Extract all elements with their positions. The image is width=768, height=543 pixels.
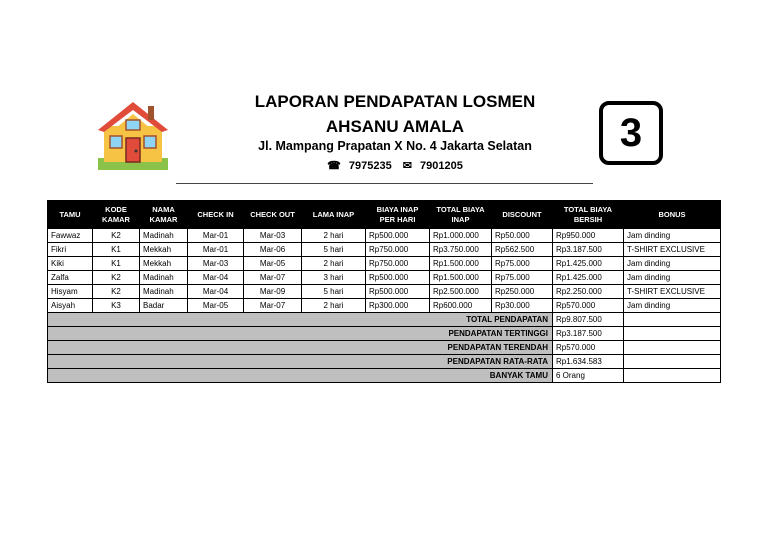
table-cell: Badar [140, 299, 188, 313]
summary-row [48, 313, 721, 327]
table-cell: Hisyam [48, 285, 93, 299]
table-cell: K2 [93, 229, 140, 243]
summary-row [48, 369, 721, 383]
table-cell: K3 [93, 299, 140, 313]
summary-label: PENDAPATAN TERTINGGI [48, 327, 553, 341]
envelope-icon: ✉ [402, 160, 412, 172]
table-cell: K1 [93, 243, 140, 257]
table-cell: 2 hari [302, 299, 366, 313]
table-cell: Rp1.500.000 [430, 257, 492, 271]
table-cell: Mar-03 [244, 229, 302, 243]
table-cell: Mar-03 [188, 257, 244, 271]
col-header: KODE KAMAR [93, 201, 140, 229]
table-cell: Mekkah [140, 243, 188, 257]
table-cell: Rp600.000 [430, 299, 492, 313]
table-cell: Mar-05 [188, 299, 244, 313]
table-cell: Mar-09 [244, 285, 302, 299]
revenue-table [47, 200, 721, 383]
empty-cell [624, 313, 721, 327]
table-cell: Rp1.500.000 [430, 271, 492, 285]
summary-row [48, 341, 721, 355]
address: Jl. Mampang Prapatan X No. 4 Jakarta Selatan [258, 139, 532, 153]
table-cell: T-SHIRT EXCLUSIVE [624, 243, 721, 257]
table-cell: K2 [93, 271, 140, 285]
divider [176, 183, 593, 184]
summary-label: PENDAPATAN TERENDAH [48, 341, 553, 355]
table-cell: Mar-05 [244, 257, 302, 271]
summary-value: Rp1.634.583 [553, 355, 624, 369]
col-header: DISCOUNT [492, 201, 553, 229]
table-cell: Mar-07 [244, 299, 302, 313]
table-cell: Rp570.000 [553, 299, 624, 313]
table-cell: Fawwaz [48, 229, 93, 243]
table-cell: T-SHIRT EXCLUSIVE [624, 285, 721, 299]
col-header: TAMU [48, 201, 93, 229]
table-cell: Rp750.000 [366, 243, 430, 257]
table-cell: Aisyah [48, 299, 93, 313]
table-cell: Mar-01 [188, 243, 244, 257]
table-cell: Rp500.000 [366, 285, 430, 299]
table-cell: Rp1.000.000 [430, 229, 492, 243]
telephone-icon: ☎ [327, 160, 341, 172]
table-cell: Rp50.000 [492, 229, 553, 243]
table-cell: Zalfa [48, 271, 93, 285]
table-cell: Rp750.000 [366, 257, 430, 271]
table-cell: Rp75.000 [492, 271, 553, 285]
table-cell: Madinah [140, 229, 188, 243]
summary-value: Rp9.807.500 [553, 313, 624, 327]
table-cell: Jam dinding [624, 271, 721, 285]
table-row [48, 257, 721, 271]
summary-value: 6 Orang [553, 369, 624, 383]
table-cell: Kiki [48, 257, 93, 271]
table-header-row [48, 201, 721, 229]
table-cell: Rp500.000 [366, 271, 430, 285]
summary-value: Rp3.187.500 [553, 327, 624, 341]
table-cell: Mar-06 [244, 243, 302, 257]
table-row [48, 271, 721, 285]
summary-label: PENDAPATAN RATA-RATA [48, 355, 553, 369]
table-cell: Mekkah [140, 257, 188, 271]
table-cell: 2 hari [302, 229, 366, 243]
business-name: AHSANU AMALA [325, 117, 465, 136]
table-cell: K1 [93, 257, 140, 271]
table-cell: Jam dinding [624, 257, 721, 271]
table-cell: Rp30.000 [492, 299, 553, 313]
page-number-badge: 3 [599, 101, 663, 165]
col-header: BIAYA INAP PER HARI [366, 201, 430, 229]
col-header: BONUS [624, 201, 721, 229]
col-header: CHECK IN [188, 201, 244, 229]
table-cell: Mar-07 [244, 271, 302, 285]
summary-label: BANYAK TAMU [48, 369, 553, 383]
col-header: TOTAL BIAYA BERSIH [553, 201, 624, 229]
table-cell: Rp562.500 [492, 243, 553, 257]
table-row [48, 285, 721, 299]
phone-number: 7975235 [348, 160, 392, 172]
contact-line [220, 159, 570, 172]
table-cell: Jam dinding [624, 299, 721, 313]
table-cell: Rp2.500.000 [430, 285, 492, 299]
table-cell: 2 hari [302, 257, 366, 271]
summary-row [48, 355, 721, 369]
table-row [48, 299, 721, 313]
table-cell: Rp2.250.000 [553, 285, 624, 299]
table-cell: 5 hari [302, 243, 366, 257]
table-cell: Madinah [140, 285, 188, 299]
summary-value: Rp570.000 [553, 341, 624, 355]
table-cell: Rp250.000 [492, 285, 553, 299]
table-cell: Rp1.425.000 [553, 257, 624, 271]
table-row [48, 243, 721, 257]
empty-cell [624, 355, 721, 369]
table-cell: Mar-04 [188, 285, 244, 299]
table-cell: K2 [93, 285, 140, 299]
table-cell: Rp3.187.500 [553, 243, 624, 257]
table-cell: Jam dinding [624, 229, 721, 243]
col-header: CHECK OUT [244, 201, 302, 229]
table-cell: Rp1.425.000 [553, 271, 624, 285]
table-cell: 3 hari [302, 271, 366, 285]
table-cell: Rp75.000 [492, 257, 553, 271]
summary-row [48, 327, 721, 341]
empty-cell [624, 327, 721, 341]
empty-cell [624, 369, 721, 383]
col-header: TOTAL BIAYA INAP [430, 201, 492, 229]
col-header: LAMA INAP [302, 201, 366, 229]
table-cell: 5 hari [302, 285, 366, 299]
table-cell: Mar-01 [188, 229, 244, 243]
table-cell: Mar-04 [188, 271, 244, 285]
summary-label: TOTAL PENDAPATAN [48, 313, 553, 327]
table-row [48, 229, 721, 243]
fax-number: 7901205 [419, 160, 463, 172]
table-cell: Rp950.000 [553, 229, 624, 243]
table-cell: Rp300.000 [366, 299, 430, 313]
table-cell: Rp500.000 [366, 229, 430, 243]
report-title: LAPORAN PENDAPATAN LOSMEN [254, 92, 536, 111]
empty-cell [624, 341, 721, 355]
col-header: NAMA KAMAR [140, 201, 188, 229]
table-cell: Rp3.750.000 [430, 243, 492, 257]
table-cell: Fikri [48, 243, 93, 257]
table-cell: Madinah [140, 271, 188, 285]
house-icon [96, 98, 170, 172]
